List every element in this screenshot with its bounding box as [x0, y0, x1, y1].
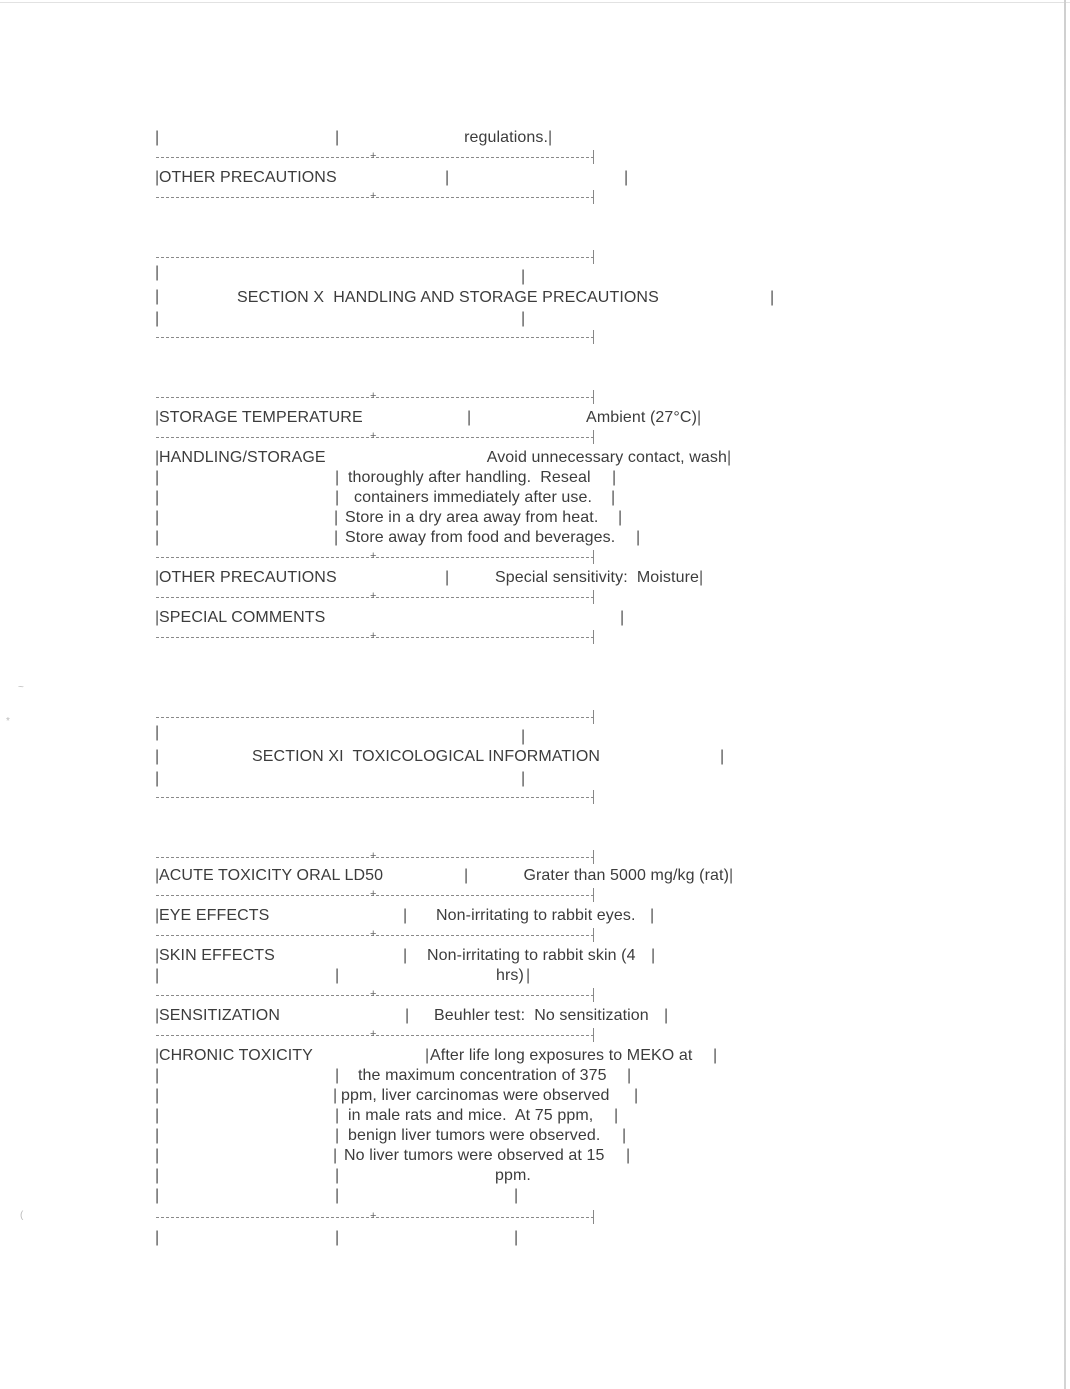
- special-comments-label: SPECIAL COMMENTS: [159, 609, 326, 626]
- table-rule: [156, 337, 594, 338]
- storage-temperature-value: Ambient (27°C): [586, 409, 697, 426]
- table-border: [593, 928, 594, 942]
- table-border: |: [618, 509, 623, 526]
- table-border: |: [155, 1167, 160, 1184]
- chronic-toxicity-line: benign liver tumors were observed.: [348, 1127, 601, 1144]
- table-border: [593, 1210, 594, 1224]
- table-border: |: [636, 529, 641, 546]
- table-joint: +: [370, 190, 377, 202]
- eye-effects-label: EYE EFFECTS: [159, 907, 270, 924]
- handling-storage-label: HANDLING/STORAGE: [159, 449, 326, 466]
- table-border: |: [335, 129, 340, 146]
- table-border: [593, 988, 594, 1002]
- table-border: |: [464, 867, 469, 884]
- table-border: |: [155, 489, 160, 506]
- table-border: |: [155, 469, 160, 486]
- table-joint: +: [370, 390, 377, 402]
- chronic-toxicity-line: ppm.: [495, 1167, 531, 1184]
- chronic-toxicity-line: the maximum concentration of 375: [358, 1067, 607, 1084]
- table-border: |: [626, 1147, 631, 1164]
- table-border: |: [155, 264, 160, 281]
- table-border: |: [334, 509, 339, 526]
- chronic-toxicity-line: in male rats and mice. At 75 ppm,: [348, 1107, 594, 1124]
- scan-page-edge: [1064, 0, 1066, 1389]
- table-border: |: [155, 1127, 160, 1144]
- section-title: SECTION X HANDLING AND STORAGE PRECAUTIONS: [237, 289, 659, 306]
- table-rule: [156, 797, 594, 798]
- table-border: [593, 550, 594, 564]
- table-border: |: [335, 1187, 340, 1204]
- table-border: |: [155, 1047, 160, 1064]
- table-border: |: [403, 907, 408, 924]
- table-border: |: [729, 867, 734, 884]
- table-border: |: [155, 770, 160, 787]
- table-border: |: [155, 569, 160, 586]
- table-border: |: [155, 529, 160, 546]
- handling-storage-line: Avoid unnecessary contact, wash: [486, 449, 727, 466]
- table-border: |: [155, 509, 160, 526]
- table-border: [593, 330, 594, 344]
- table-border: |: [335, 1107, 340, 1124]
- table-border: |: [526, 967, 531, 984]
- table-border: |: [521, 728, 526, 745]
- table-border: |: [727, 449, 732, 466]
- table-border: |: [624, 169, 629, 186]
- table-border: [593, 430, 594, 444]
- chronic-toxicity-line: No liver tumors were observed at 15: [344, 1147, 605, 1164]
- table-border: [593, 850, 594, 864]
- table-border: |: [155, 867, 160, 884]
- table-border: [593, 390, 594, 404]
- sensitization-value: Beuhler test: No sensitization: [434, 1007, 649, 1024]
- skin-effects-line: Non-irritating to rabbit skin (4: [427, 947, 636, 964]
- table-border: |: [425, 1047, 430, 1064]
- table-border: [593, 888, 594, 902]
- handling-storage-line: Store in a dry area away from heat.: [345, 509, 599, 526]
- table-border: |: [155, 1229, 160, 1246]
- table-joint: +: [370, 1210, 377, 1222]
- scan-speck: ~: [18, 682, 24, 693]
- handling-storage-line: Store away from food and beverages.: [345, 529, 616, 546]
- table-border: [593, 1028, 594, 1042]
- table-border: |: [155, 1107, 160, 1124]
- table-joint: +: [370, 630, 377, 642]
- scan-speck: *: [6, 716, 10, 727]
- table-border: [593, 190, 594, 204]
- table-border: |: [770, 289, 775, 306]
- other-precautions-label: OTHER PRECAUTIONS: [159, 569, 337, 586]
- table-joint: +: [370, 150, 377, 162]
- table-joint: +: [370, 988, 377, 1000]
- table-border: |: [627, 1067, 632, 1084]
- scan-top-edge: [0, 2, 1070, 3]
- table-border: |: [650, 907, 655, 924]
- table-border: |: [699, 569, 704, 586]
- chronic-toxicity-label: CHRONIC TOXICITY: [159, 1047, 313, 1064]
- table-border: |: [335, 1127, 340, 1144]
- table-joint: +: [370, 928, 377, 940]
- table-joint: +: [370, 550, 377, 562]
- table-border: |: [335, 1067, 340, 1084]
- table-border: |: [405, 1007, 410, 1024]
- table-joint: +: [370, 590, 377, 602]
- table-joint: +: [370, 1028, 377, 1040]
- table-border: |: [335, 1167, 340, 1184]
- continuation-text: regulations.: [464, 129, 548, 146]
- table-border: [593, 250, 594, 264]
- table-border: |: [155, 1007, 160, 1024]
- table-border: |: [333, 1147, 338, 1164]
- table-rule: [156, 257, 594, 258]
- table-border: |: [634, 1087, 639, 1104]
- table-border: |: [713, 1047, 718, 1064]
- skin-effects-label: SKIN EFFECTS: [159, 947, 275, 964]
- table-border: |: [514, 1187, 519, 1204]
- table-border: |: [155, 1067, 160, 1084]
- skin-effects-line: hrs): [496, 967, 524, 984]
- chronic-toxicity-line: After life long exposures to MEKO at: [430, 1047, 693, 1064]
- table-border: |: [334, 529, 339, 546]
- table-joint: +: [370, 888, 377, 900]
- table-border: |: [155, 609, 160, 626]
- table-border: |: [155, 409, 160, 426]
- table-border: |: [548, 129, 553, 146]
- table-border: |: [664, 1007, 669, 1024]
- table-border: |: [155, 449, 160, 466]
- table-border: [593, 710, 594, 724]
- section-title: SECTION XI TOXICOLOGICAL INFORMATION: [252, 748, 601, 765]
- table-border: |: [651, 947, 656, 964]
- table-border: |: [335, 1229, 340, 1246]
- table-border: |: [521, 310, 526, 327]
- table-border: |: [155, 1087, 160, 1104]
- table-border: |: [333, 1087, 338, 1104]
- table-border: |: [611, 489, 616, 506]
- table-border: |: [445, 169, 450, 186]
- table-border: |: [155, 1187, 160, 1204]
- scan-speck: (: [20, 1210, 24, 1221]
- sensitization-label: SENSITIZATION: [159, 1007, 281, 1024]
- table-border: |: [155, 748, 160, 765]
- handling-storage-line: thoroughly after handling. Reseal: [348, 469, 591, 486]
- table-border: |: [155, 724, 160, 741]
- table-border: |: [720, 748, 725, 765]
- table-border: |: [335, 469, 340, 486]
- table-border: |: [697, 409, 702, 426]
- table-border: |: [521, 268, 526, 285]
- eye-effects-value: Non-irritating to rabbit eyes.: [436, 907, 636, 924]
- table-rule: [156, 717, 594, 718]
- table-border: |: [335, 489, 340, 506]
- other-precautions-value: Special sensitivity: Moisture: [495, 569, 699, 586]
- row-label: OTHER PRECAUTIONS: [159, 169, 337, 186]
- table-border: |: [335, 967, 340, 984]
- table-border: |: [514, 1229, 519, 1246]
- table-border: |: [521, 770, 526, 787]
- table-border: |: [155, 169, 160, 186]
- handling-storage-line: containers immediately after use.: [354, 489, 593, 506]
- table-joint: +: [370, 850, 377, 862]
- table-border: |: [155, 129, 160, 146]
- table-border: |: [155, 1147, 160, 1164]
- acute-toxicity-label: ACUTE TOXICITY ORAL LD50: [159, 867, 384, 884]
- table-border: [593, 590, 594, 604]
- table-border: [593, 790, 594, 804]
- table-border: |: [445, 569, 450, 586]
- acute-toxicity-value: Grater than 5000 mg/kg (rat): [523, 867, 729, 884]
- table-border: |: [155, 907, 160, 924]
- storage-temperature-label: STORAGE TEMPERATURE: [159, 409, 363, 426]
- table-border: |: [403, 947, 408, 964]
- table-border: |: [620, 609, 625, 626]
- table-border: |: [155, 310, 160, 327]
- table-joint: +: [370, 430, 377, 442]
- chronic-toxicity-line: ppm, liver carcinomas were observed: [341, 1087, 610, 1104]
- table-border: |: [622, 1127, 627, 1144]
- table-border: |: [467, 409, 472, 426]
- table-border: |: [155, 967, 160, 984]
- table-border: [593, 630, 594, 644]
- table-border: [593, 150, 594, 164]
- table-border: |: [614, 1107, 619, 1124]
- table-border: |: [155, 288, 160, 305]
- table-border: |: [612, 469, 617, 486]
- table-border: |: [155, 947, 160, 964]
